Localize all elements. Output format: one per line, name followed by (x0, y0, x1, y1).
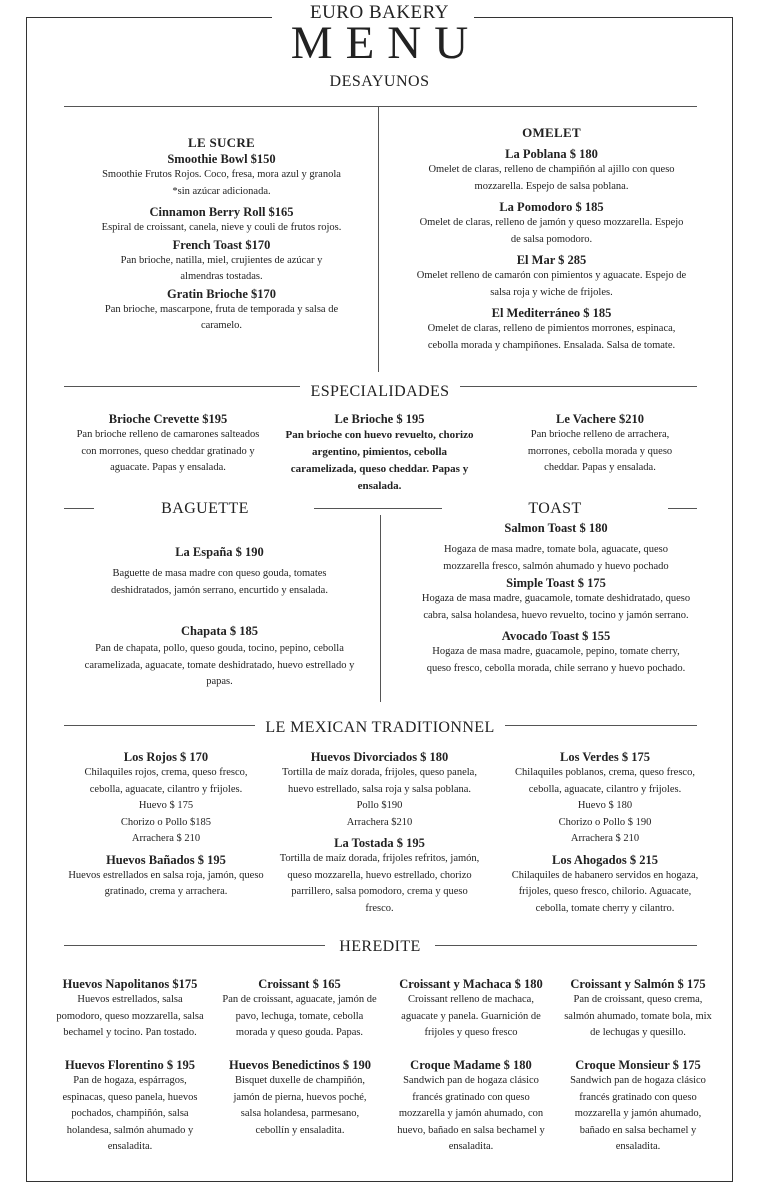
menu-item-name: Le Vachere $210 (556, 412, 644, 426)
menu-item-desc: Hogaza de masa madre, tomate bola, aguacate, queso mozzarella fresco, salmón ahumado y huevo pochado (443, 544, 669, 572)
menu-item-extra: Arrachera $ 210 (131, 833, 201, 844)
baguette-divider-right (314, 508, 442, 509)
menu-item-desc: Tortilla de maíz dorada, frijoles, queso panela, huevo estrellado, salsa roja y salsa poblana. (282, 767, 477, 795)
menu-item-extra: Pollo $190 (356, 800, 403, 811)
menu-item-name: French Toast $170 (172, 237, 271, 252)
menu-item-name: Smoothie Bowl $150 (167, 152, 276, 166)
baguette-section (64, 544, 375, 691)
vertical-divider-middle (380, 515, 381, 702)
heredite-item (564, 976, 712, 1042)
menu-item-name: Croissant $ 165 (258, 977, 341, 991)
menu-item-desc: Omelet de claras, relleno de champiñón al ajillo con queso mozzarella. Espejo de salsa poblana. (428, 164, 675, 192)
menu-item-name: Croque Monsieur $ 175 (575, 1058, 701, 1072)
menu-item-name: Croissant y Salmón $ 175 (570, 977, 706, 991)
menu-item-desc: Huevos estrellados en salsa roja, jamón, queso gratinado, crema y arrachera. (68, 869, 264, 897)
brand-name: EURO BAKERY (309, 2, 450, 23)
especialidad-item (70, 411, 266, 477)
menu-item-desc: Pan de croissant, aguacate, jamón de pavo, lechuga, tomate, cebolla morada y queso gouda. Papas. (222, 994, 377, 1038)
menu-item-name: La España $ 190 (175, 545, 264, 559)
menu-item-name: El Mediterráneo $ 185 (491, 306, 612, 320)
omelet-title: OMELET (522, 125, 581, 140)
mexican-col-left (60, 749, 272, 901)
menu-item-name: Huevos Bañados $ 195 (106, 852, 226, 867)
especialidad-item (500, 411, 700, 477)
menu-item-extra: Arrachera $210 (346, 816, 413, 828)
menu-item-desc: Omelet de claras, relleno de jamón y queso mozzarella. Espejo de salsa pomodoro. (419, 217, 684, 245)
menu-item-desc: Chilaquiles poblanos, crema, queso fresco, cebolla, aguacate, cilantro y frijoles. (515, 767, 695, 795)
menu-item-desc: Pan brioche relleno de camarones salteados con morrones, queso cheddar gratinado y aguacate. Papas y ensalada. (76, 429, 260, 473)
menu-item-desc: Hogaza de masa madre, guacamole, tomate deshidratado, queso cabra, salsa holandesa, huevo revuelto, tocino y jamón serrano. (421, 593, 691, 621)
menu-item-desc: Tortilla de maíz dorada, frijoles refritos, jamón, queso mozzarella, huevo estrellado, chorizo parrillero, salsa pomodoro, crema y queso fresco. (279, 853, 480, 914)
menu-item-name: Avocado Toast $ 155 (501, 629, 611, 643)
menu-item-name: Los Rojos $ 170 (123, 750, 209, 764)
vertical-divider-top (378, 107, 379, 372)
menu-item-name: La Poblana $ 180 (505, 147, 598, 161)
menu-item-desc: Huevos estrellados, salsa pomodoro, queso mozzarella, salsa bechamel y tocino. Pan tostado. (56, 994, 204, 1038)
menu-item-desc: Pan brioche, mascarpone, fruta de temporada y salsa de caramelo. (104, 303, 339, 331)
desayunos-subtitle: DESAYUNOS (329, 73, 430, 90)
menu-item-desc: Pan de croissant, queso crema, salmón ahumado, tomate bola, mix de lechugas y quesillo. (564, 994, 712, 1038)
menu-item-desc: Sandwich pan de hogaza clásico francés gratinado con queso mozzarella y jamón ahumado, bañado en salsa bechamel y ensaladita. (570, 1075, 706, 1152)
menu-item-name: Croque Madame $ 180 (410, 1058, 532, 1072)
menu-item-desc: Baguette de masa madre con queso gouda, tomates deshidratados, jamón serrano, encurtido y ensalada. (111, 568, 328, 596)
baguette-title: BAGUETTE (128, 500, 282, 518)
heredite-item (564, 1057, 712, 1156)
menu-item-extra: Chorizo o Pollo $185 (120, 816, 212, 828)
menu-item-desc: Smoothie Frutos Rojos. Coco, fresa, mora azul y granola *sin azúcar adicionada. (102, 169, 341, 197)
menu-item-extra: Huevo $ 175 (138, 800, 194, 811)
omelet-section (398, 124, 705, 354)
menu-item-name: El Mar $ 285 (516, 253, 587, 267)
heredite-item (393, 1057, 549, 1156)
menu-item-desc: Pan brioche, natilla, miel, crujientes de azúcar y almendras tostadas. (120, 254, 323, 282)
menu-item-desc: Espiral de croissant, canela, nieve y couli de frutos rojos. (101, 222, 342, 233)
menu-item-name: Los Ahogados $ 215 (552, 852, 658, 867)
menu-title: MENU (290, 17, 482, 69)
menu-item-extra: Arrachera $ 210 (570, 833, 640, 844)
le-sucre-section (70, 134, 373, 335)
menu-item-desc: Bisquet duxelle de champiñón, jamón de pierna, huevos poché, salsa holandesa, parmesano, cebollín y ensaladita. (233, 1075, 367, 1136)
menu-item-name: Salmon Toast $ 180 (504, 521, 608, 535)
menu-item-name: Croissant y Machaca $ 180 (399, 977, 543, 991)
menu-item-name: Huevos Florentino $ 195 (65, 1058, 195, 1072)
menu-item-extra: Chorizo o Pollo $ 190 (558, 816, 652, 828)
mexican-title: LE MEXICAN TRADITIONNEL (255, 719, 505, 737)
heredite-title: HEREDITE (325, 938, 435, 956)
menu-item-name: Huevos Divorciados $ 180 (310, 750, 449, 764)
menu-item-name: Chapata $ 185 (180, 624, 259, 638)
heredite-item (222, 976, 377, 1042)
menu-item-name: Gratin Brioche $170 (166, 286, 276, 301)
menu-item-name: Simple Toast $ 175 (506, 576, 606, 590)
menu-item-name: La Tostada $ 195 (334, 836, 425, 850)
menu-item-desc: Hogaza de masa madre, guacamole, pepino, tomate cherry, queso fresco, cebolla morada, chile serrano y huevo pochado. (426, 646, 686, 674)
menu-item-extra: Huevo $ 180 (577, 800, 633, 811)
baguette-divider-left (64, 508, 94, 509)
heredite-item (56, 1057, 204, 1156)
menu-item-desc: Croissant relleno de machaca, aguacate y panela. Guarnición de frijoles y queso fresco (401, 994, 541, 1038)
heredite-item (220, 1057, 380, 1139)
especialidades-title: ESPECIALIDADES (300, 383, 460, 401)
menu-item-desc: Omelet de claras, relleno de pimientos morrones, espinaca, cebolla morada y champiñones. Ensalada. Salsa de tomate. (427, 323, 676, 351)
menu-item-name: Cinnamon Berry Roll $165 (149, 205, 294, 219)
menu-item-name: Le Brioche $ 195 (334, 412, 425, 426)
menu-item-desc: Sandwich pan de hogaza clásico francés gratinado con queso mozzarella y jamón ahumado, con huevo, bañado en salsa bechamel y ensaladita. (397, 1075, 545, 1152)
toast-section (420, 520, 692, 677)
heredite-item (393, 976, 549, 1042)
menu-item-desc: Omelet relleno de camarón con pimientos y aguacate. Espejo de salsa roja y wiche de frijoles. (416, 270, 687, 298)
menu-item-desc: Pan brioche relleno de arrachera, morrones, cebolla morada y queso cheddar. Papas y ensalada. (527, 429, 673, 473)
heredite-item (56, 976, 204, 1042)
menu-item-name: Huevos Napolitanos $175 (62, 977, 198, 991)
toast-divider-right (668, 508, 697, 509)
menu-item-name: Huevos Benedictinos $ 190 (228, 1058, 372, 1072)
mexican-col-center (277, 749, 482, 917)
top-divider (64, 106, 697, 107)
toast-title: TOAST (506, 500, 604, 518)
menu-item-desc: Pan de hogaza, espárragos, espinacas, queso panela, huevos pochados, champiñón, salsa holandesa, salmón ahumado y ensaladita. (62, 1075, 198, 1152)
mexican-col-right (505, 749, 705, 917)
le-sucre-title: LE SUCRE (187, 135, 256, 150)
menu-item-name: Brioche Crevette $195 (108, 412, 228, 426)
menu-item-desc: Chilaquiles rojos, crema, queso fresco, cebolla, aguacate, cilantro y frijoles. (84, 767, 248, 795)
menu-item-desc: Pan brioche con huevo revuelto, chorizo argentino, pimientos, cebolla caramelizada, queso cheddar. Papas y ensalada. (285, 429, 474, 492)
menu-item-name: Los Verdes $ 175 (560, 750, 650, 764)
menu-item-desc: Pan de chapata, pollo, queso gouda, tocino, pepino, cebolla caramelizada, aguacate, tomate deshidratado, huevo estrellado y papas. (84, 643, 355, 687)
menu-item-name: La Pomodoro $ 185 (499, 200, 604, 214)
menu-item-desc: Chilaquiles de habanero servidos en hogaza, frijoles, queso fresco, chilorio. Aguacate, cebolla, tomate cherry y cilantro. (511, 869, 699, 914)
especialidad-item-featured (282, 411, 477, 495)
